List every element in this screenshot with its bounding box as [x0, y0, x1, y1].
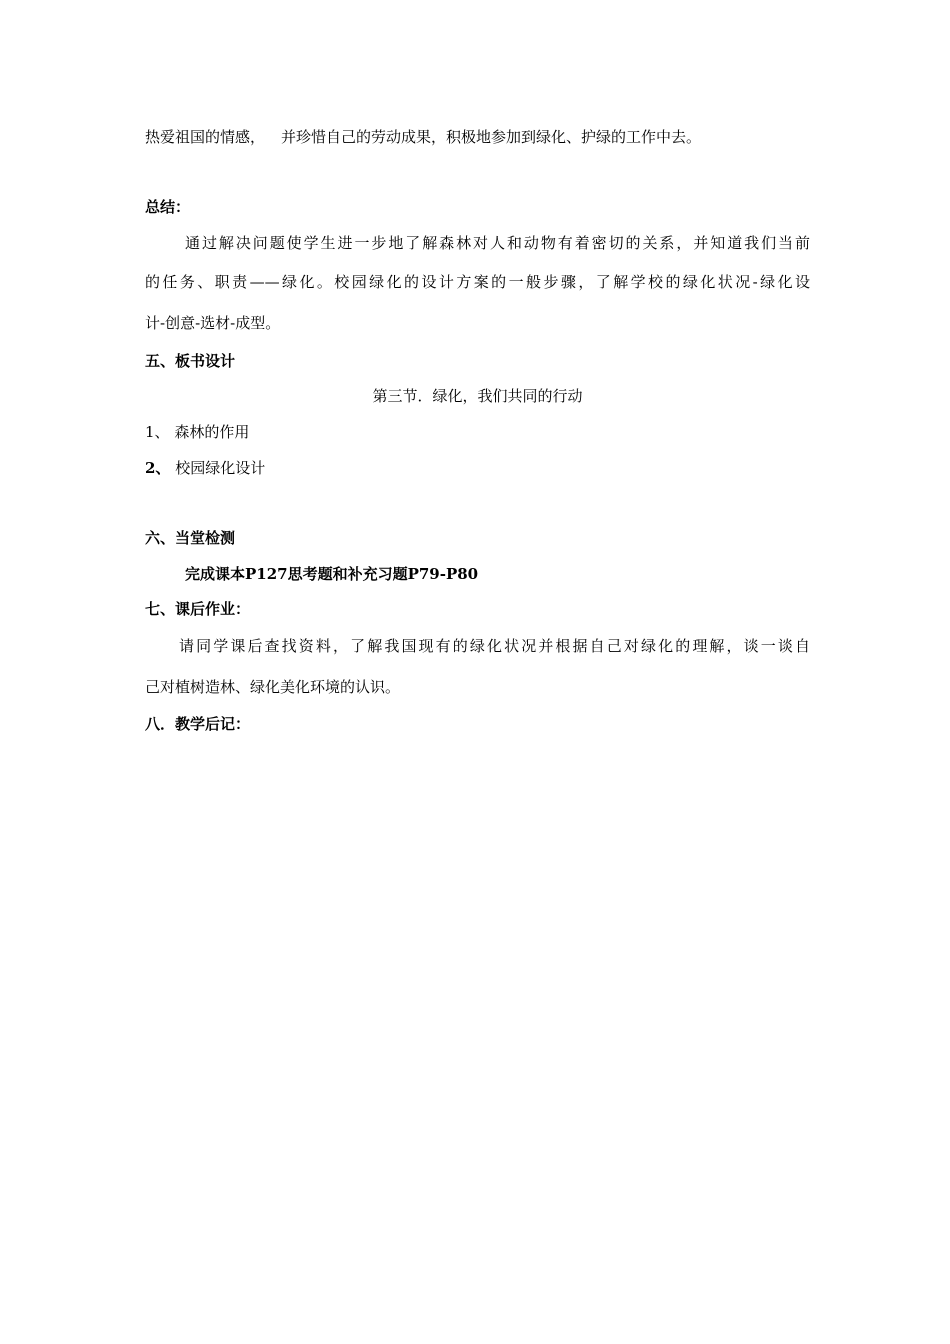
section-7-line-2: 己对植树造林、绿化美化环境的认识。: [145, 678, 401, 696]
section-6-content: 完成课本P127思考题和补充习题P79-P80: [185, 565, 479, 583]
section-7-heading: 七、课后作业：: [145, 600, 251, 618]
board-item-2-number: 2、: [145, 459, 171, 477]
summary-line-1: 通过解决问题使学生进一步地了解森林对人和动物有着密切的关系，并知道我们当前: [185, 234, 810, 252]
board-item-1-text: 森林的作用: [174, 423, 250, 441]
board-item-2-text: 校园绿化设计: [175, 459, 266, 477]
section-5-heading: 五、板书设计: [145, 352, 236, 370]
summary-line-2: 的任务、职责——绿化。校园绿化的设计方案的一般步骤，了解学校的绿化状况-绿化设: [145, 273, 810, 291]
intro-line-part1: 热爱祖国的情感，: [145, 128, 266, 146]
section-8-heading: 八．教学后记：: [145, 715, 251, 733]
board-item-2: [145, 458, 810, 478]
summary-heading: 总结：: [145, 198, 191, 216]
board-item-1: [145, 422, 810, 442]
intro-line: [145, 127, 810, 147]
section-6-heading: 六、当堂检测: [145, 529, 236, 547]
section-7-line-1: 请同学课后查找资料，了解我国现有的绿化状况并根据自己对绿化的理解，谈一谈自: [179, 637, 810, 655]
board-title: 第三节．绿化，我们共同的行动: [372, 387, 583, 405]
summary-line-3: 计-创意-选材-成型。: [145, 314, 281, 332]
board-item-1-number: 1、: [145, 423, 170, 441]
intro-line-part2: 并珍惜自己的劳动成果，积极地参加到绿化、护绿的工作中去。: [281, 128, 702, 146]
